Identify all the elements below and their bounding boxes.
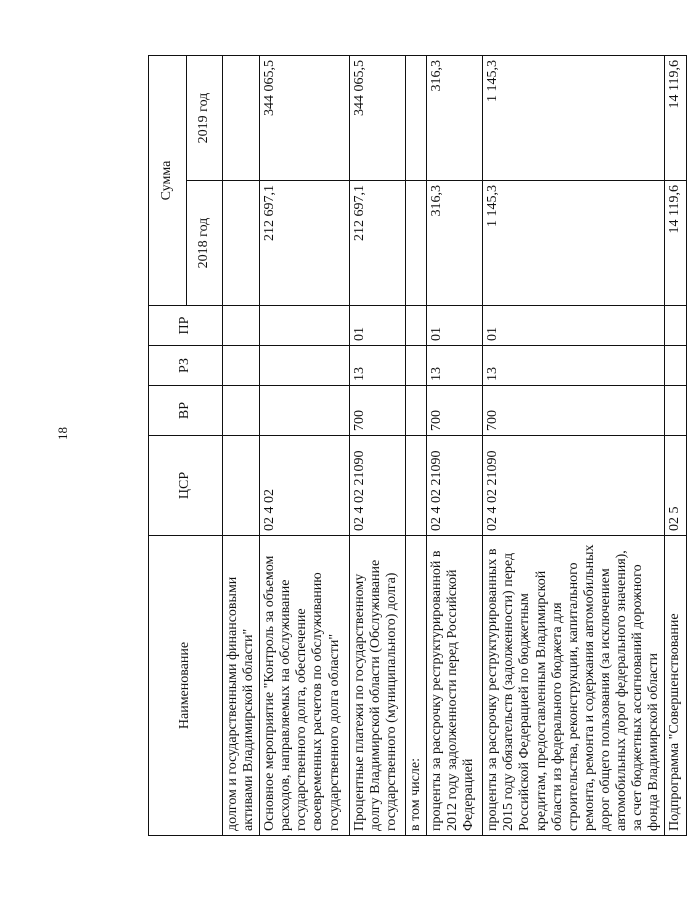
row-vr: 700 xyxy=(350,386,406,436)
header-vr: ВР xyxy=(149,386,223,436)
table-row xyxy=(350,56,406,836)
row-vr xyxy=(406,386,427,436)
row-vr xyxy=(223,386,260,436)
row-vr xyxy=(665,386,687,436)
row-rz xyxy=(406,346,427,386)
table-row xyxy=(406,56,427,836)
row-name: Основное мероприятие "Контроль за объемом расходов, направляемых на обслуживание государственного долга, обеспечение своевременных расчетов по обслуживанию государственного долга области" xyxy=(260,536,350,836)
row-2019: 14 119,6 xyxy=(665,56,687,181)
row-2019 xyxy=(406,56,427,181)
page-number: 18 xyxy=(55,427,70,440)
row-name: долгом и государственными финансовыми активами Владимирской области" xyxy=(223,536,260,836)
header-year-2018: 2018 год xyxy=(187,181,223,306)
table-row xyxy=(665,56,687,836)
row-2018: 212 697,1 xyxy=(350,181,406,306)
row-rz: 13 xyxy=(483,346,665,386)
row-2018: 212 697,1 xyxy=(260,181,350,306)
row-2018 xyxy=(406,181,427,306)
row-pr xyxy=(665,306,687,346)
row-pr: 01 xyxy=(483,306,665,346)
row-2019: 344 065,5 xyxy=(260,56,350,181)
row-csr: 02 5 xyxy=(665,436,687,536)
row-2019: 344 065,5 xyxy=(350,56,406,181)
header-rz: РЗ xyxy=(149,346,223,386)
row-2018 xyxy=(223,181,260,306)
table-row xyxy=(483,56,665,836)
row-rz xyxy=(665,346,687,386)
row-2019 xyxy=(223,56,260,181)
row-rz: 13 xyxy=(427,346,483,386)
row-pr xyxy=(406,306,427,346)
header-sum: Сумма xyxy=(149,56,187,306)
row-name: проценты за рассрочку реструктурированных в 2015 году обязательств (задолженности) перед Российской Федерацией по бюджетным кредитам, предоставленным Владимирской области из федерального бюджета для строительства, реконструкции, капитального ремонта, ремонта и содержания автомобильных дорог общего пользования (за исключением автомобильных дорог федерального значения), за счет бюджетных ассигнований дорожного фонда Владимирской области xyxy=(483,536,665,836)
row-rz xyxy=(223,346,260,386)
row-csr: 02 4 02 21090 xyxy=(427,436,483,536)
table-row xyxy=(427,56,483,836)
row-vr: 700 xyxy=(483,386,665,436)
row-vr: 700 xyxy=(427,386,483,436)
budget-table xyxy=(148,55,687,836)
row-vr xyxy=(260,386,350,436)
header-name: Наименование xyxy=(149,536,223,836)
row-name: Подпрограмма "Совершенствование xyxy=(665,536,687,836)
budget-table-sheet xyxy=(148,56,683,836)
row-csr: 02 4 02 21090 xyxy=(350,436,406,536)
row-rz xyxy=(260,346,350,386)
header-year-2019: 2019 год xyxy=(187,56,223,181)
row-csr xyxy=(406,436,427,536)
row-rz: 13 xyxy=(350,346,406,386)
row-pr xyxy=(260,306,350,346)
row-name: Процентные платежи по государственному долгу Владимирской области (Обслуживание государственного (муниципального) долга) xyxy=(350,536,406,836)
row-csr: 02 4 02 21090 xyxy=(483,436,665,536)
header-pr: ПР xyxy=(149,306,223,346)
header-csr: ЦСР xyxy=(149,436,223,536)
row-pr: 01 xyxy=(427,306,483,346)
row-csr xyxy=(223,436,260,536)
row-csr: 02 4 02 xyxy=(260,436,350,536)
row-2018: 1 145,3 xyxy=(483,181,665,306)
row-2018: 316,3 xyxy=(427,181,483,306)
row-name: в том числе: xyxy=(406,536,427,836)
row-pr: 01 xyxy=(350,306,406,346)
row-name: проценты за рассрочку реструктурированной в 2012 году задолженности перед Российской Федерацией xyxy=(427,536,483,836)
row-2018: 14 119,6 xyxy=(665,181,687,306)
row-pr xyxy=(223,306,260,346)
table-row xyxy=(260,56,350,836)
row-2019: 316,3 xyxy=(427,56,483,181)
table-row xyxy=(223,56,260,836)
row-2019: 1 145,3 xyxy=(483,56,665,181)
